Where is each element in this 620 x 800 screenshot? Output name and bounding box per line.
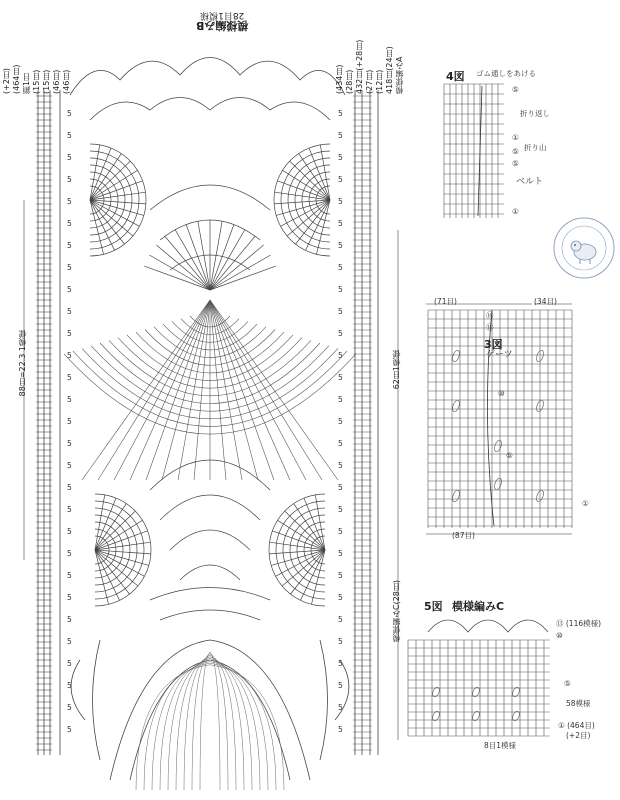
row-mark: 5 [67, 417, 72, 426]
fig3-top-left: (71目) [434, 297, 457, 306]
row-mark: 5 [67, 681, 72, 690]
row-mark: 5 [67, 263, 72, 272]
row-mark: 5 [338, 395, 343, 404]
fig5-right-6: (+2目) [566, 731, 591, 740]
sheep-logo-icon [552, 216, 616, 280]
row-mark: 5 [67, 637, 72, 646]
figure-5 [400, 596, 618, 756]
row-mark: 5 [338, 659, 343, 668]
right-note: (434目) [335, 64, 344, 94]
row-mark: 5 [67, 175, 72, 184]
row-mark: 5 [338, 285, 343, 294]
right-note: (28目) [345, 69, 354, 94]
row-mark: 5 [67, 329, 72, 338]
right-note: 418目(24目) [385, 46, 394, 94]
row-mark: 5 [338, 307, 343, 316]
left-note: (15目) [42, 69, 51, 94]
row-mark: 5 [338, 615, 343, 624]
fig3-title: 3図 [484, 338, 503, 351]
fig4-belt: ベルト [516, 177, 544, 187]
left-dimension-label: 88目=22.3 1模様 [18, 330, 27, 397]
fig3-marker: ⑤ [506, 451, 513, 460]
pattern-b-repeat: 28目1模様 [200, 10, 245, 20]
row-mark: 5 [338, 329, 343, 338]
fig5-subtitle: 模様編みC [452, 600, 505, 613]
row-mark: 5 [338, 637, 343, 646]
row-mark: 5 [338, 461, 343, 470]
fig5-right-4: 58模様 [566, 699, 591, 708]
fig4-marker: ⑤ [512, 85, 519, 94]
row-mark: 5 [338, 527, 343, 536]
fig3-marker: ⑮ [486, 323, 494, 332]
fig5-title: 5図 [424, 600, 443, 613]
row-mark: 5 [67, 109, 72, 118]
fig5-bottom: 8目1模様 [484, 741, 517, 750]
row-mark: 5 [67, 197, 72, 206]
right-note: (27目) [365, 69, 374, 94]
row-mark: 5 [338, 373, 343, 382]
fig3-grid [422, 296, 618, 546]
pattern-b-title: 模様編みB [196, 19, 249, 32]
fig4-marker: ① [512, 207, 519, 216]
watermark-stamp [552, 216, 616, 280]
row-mark: 5 [67, 615, 72, 624]
row-mark: 5 [67, 571, 72, 580]
figure-3 [422, 296, 618, 546]
fig5-right-3: ⑤ [564, 679, 571, 688]
left-note: (46目) [62, 69, 71, 94]
row-mark: 5 [67, 307, 72, 316]
row-mark: 5 [67, 461, 72, 470]
row-mark: 5 [338, 131, 343, 140]
fig3-marker: ⑯ [486, 311, 494, 320]
row-mark: 5 [67, 395, 72, 404]
row-mark: 5 [338, 571, 343, 580]
fig5-right-2: ⑩ [556, 631, 563, 640]
row-mark: 5 [338, 505, 343, 514]
fig4-title: 4図 [446, 70, 465, 83]
left-note: (+2目) [2, 67, 11, 94]
row-mark: 5 [338, 263, 343, 272]
left-note: (46目) [52, 69, 61, 94]
row-mark: 5 [338, 241, 343, 250]
row-mark: 5 [338, 439, 343, 448]
fig4-rubber-label: ゴム通しをあける [476, 69, 536, 78]
row-mark: 5 [338, 681, 343, 690]
row-mark: 5 [67, 241, 72, 250]
left-note: (15目) [32, 69, 41, 94]
row-mark: 5 [67, 483, 72, 492]
chart-title-upside-down [196, 10, 248, 30]
fig4-marker: ⑤ [512, 159, 519, 168]
row-mark: 5 [338, 483, 343, 492]
row-mark: 5 [67, 527, 72, 536]
row-mark: 5 [338, 549, 343, 558]
row-mark: 5 [67, 659, 72, 668]
fig5-right-5: ① (464目) [558, 721, 595, 730]
right-dimension-label-2: 模様編みC(28目) [392, 580, 401, 643]
fig4-fold-mountain: 折り山 [524, 143, 547, 152]
row-mark: 5 [67, 373, 72, 382]
row-mark: 5 [67, 219, 72, 228]
row-mark: 5 [67, 593, 72, 602]
left-notes [2, 14, 71, 94]
right-note: 模様編みA [395, 56, 404, 94]
row-mark: 5 [338, 703, 343, 712]
right-note: (12目) [375, 69, 384, 94]
watermark-text [552, 216, 553, 217]
row-mark: 5 [67, 725, 72, 734]
row-mark: 5 [338, 175, 343, 184]
row-mark: 5 [67, 131, 72, 140]
row-mark: 5 [338, 725, 343, 734]
row-mark: 5 [338, 197, 343, 206]
fig3-marker: ⑩ [498, 389, 505, 398]
row-mark: 5 [338, 417, 343, 426]
right-notes [335, 14, 404, 94]
row-mark: 5 [67, 703, 72, 712]
fig3-subtitle: ゲーツ [486, 350, 513, 360]
row-mark: 5 [338, 109, 343, 118]
row-mark: 5 [338, 219, 343, 228]
left-note: (464目) [12, 64, 21, 94]
right-dimension-label-1: 62目1模様 [392, 350, 401, 390]
row-mark: 5 [67, 285, 72, 294]
row-mark: 5 [338, 593, 343, 602]
figure-4 [440, 66, 620, 226]
row-mark: 5 [67, 439, 72, 448]
fig5-right-top: ⑬ (116模様) [556, 619, 602, 628]
fig3-bottom: (87目) [452, 531, 475, 540]
left-note: 鎖1目 [22, 72, 31, 94]
right-note: 432目(+28目) [355, 39, 364, 94]
row-mark: 5 [67, 153, 72, 162]
row-mark: 5 [67, 351, 72, 360]
fig4-fold-back: 折り返し [520, 109, 550, 118]
row-mark: 5 [67, 549, 72, 558]
fig4-marker: ① [512, 133, 519, 142]
fig4-marker: ⑤ [512, 147, 519, 156]
row-mark: 5 [338, 351, 343, 360]
fig3-marker: ① [582, 499, 589, 508]
fig3-top-right: (34目) [534, 297, 557, 306]
row-mark: 5 [67, 505, 72, 514]
row-mark: 5 [338, 153, 343, 162]
